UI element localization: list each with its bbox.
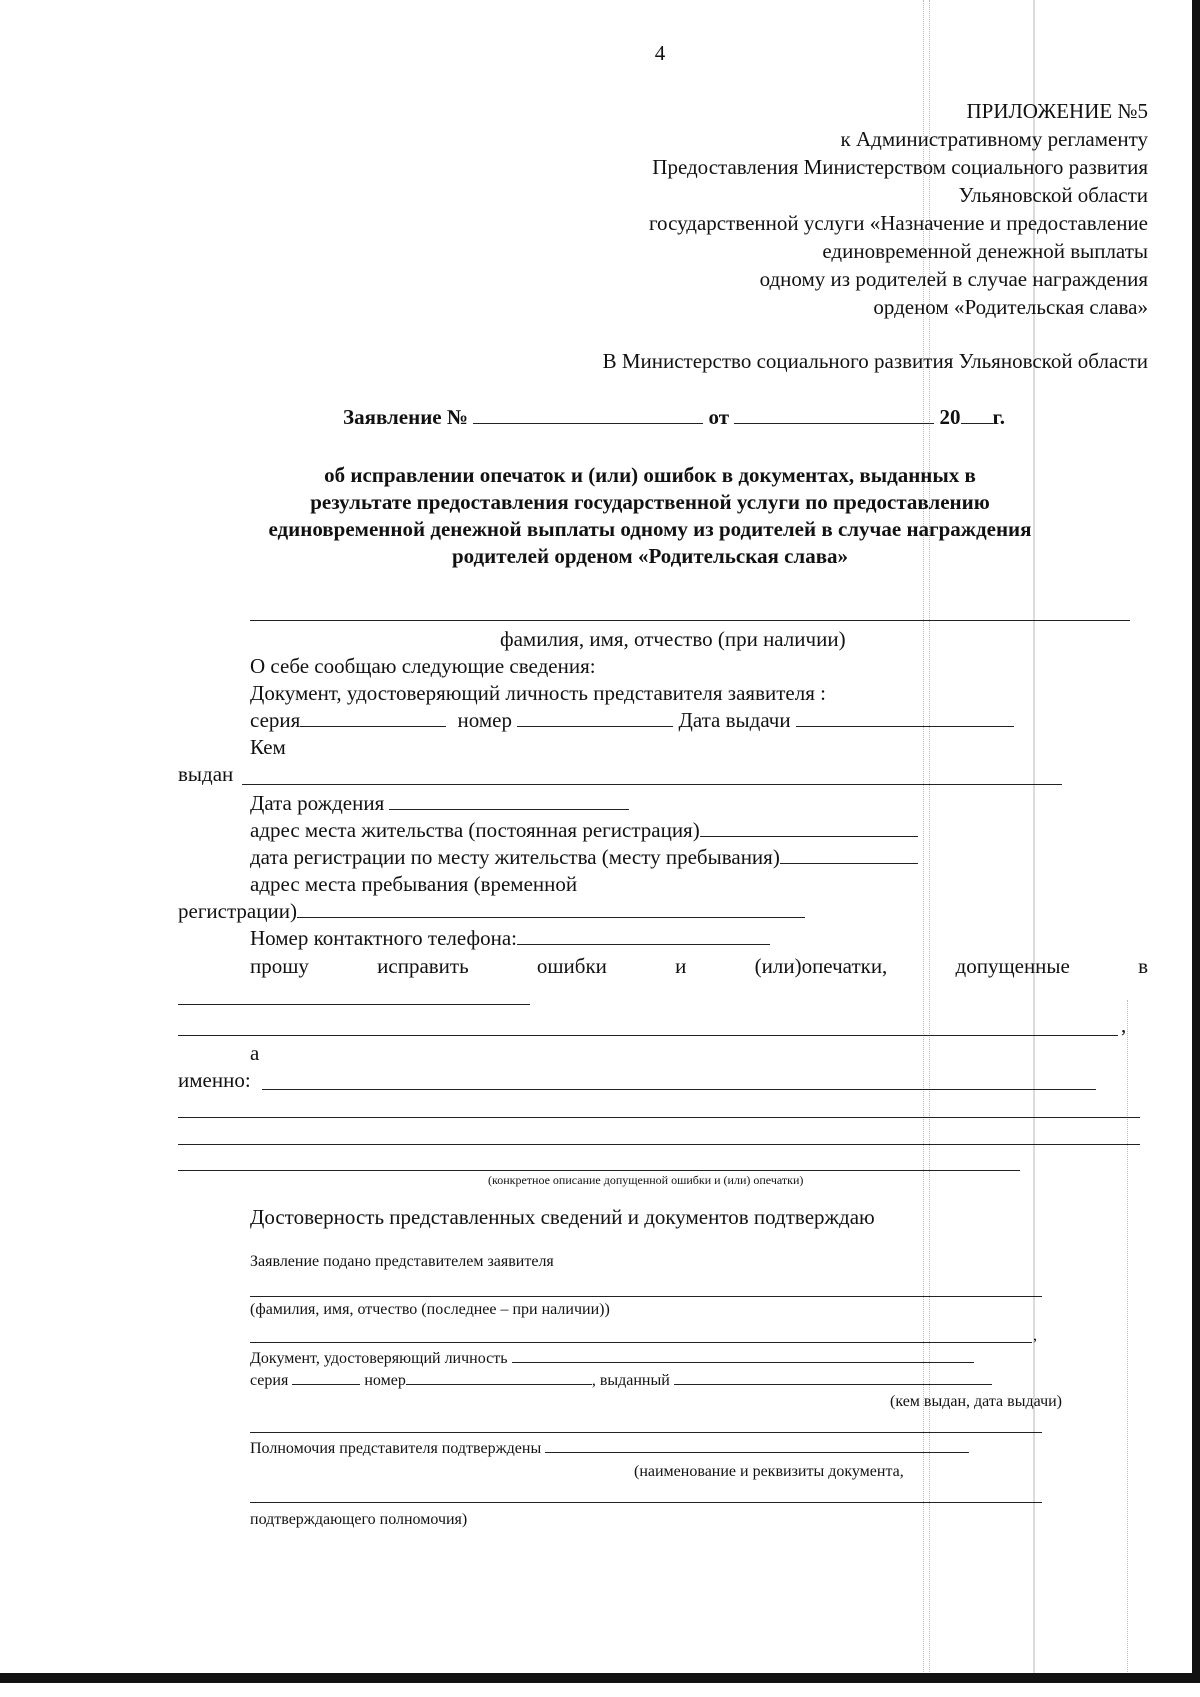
residence-address-label: адрес места жительства (постоянная регистрация) [250,818,700,842]
request-line [250,953,1148,979]
subject-line: результате предоставления государственной услуги по предоставлению [310,490,990,514]
scan-artifact-line [1127,1000,1128,1680]
representative-name-field[interactable] [250,1296,1042,1297]
authority-field-2[interactable] [250,1502,1042,1503]
appendix-line: орденом «Родительская слава» [873,295,1148,319]
application-from: от [708,405,730,429]
request-word: прошу [250,954,309,978]
rep-number-field[interactable] [406,1368,592,1385]
appendix-title: ПРИЛОЖЕНИЕ №5 [966,99,1148,123]
application-year-prefix: 20 [939,405,961,429]
error-description-field-3[interactable] [178,1144,1140,1145]
birth-date-label: Дата рождения [250,791,385,815]
issue-date-field[interactable] [796,707,1014,727]
applicant-name-caption: фамилия, имя, отчество (при наличии) [500,627,846,651]
issued-by-label: Кем [250,735,286,759]
rep-id-row [250,1346,974,1369]
issued-by-label-2: выдан [178,762,234,786]
addressee: В Министерство социального развития Ульяновской области [602,349,1148,373]
error-description-field[interactable] [262,1089,1096,1090]
birth-date-row [250,790,629,816]
residence-row [250,817,918,843]
application-heading [343,404,1005,430]
appendix-line: к Административному регламенту [840,127,1148,151]
namely-label: а [250,1041,260,1065]
page-number: 4 [654,41,666,65]
rep-series-field[interactable] [292,1368,360,1385]
authority-caption: (наименование и реквизиты документа, [634,1463,904,1480]
subject-line: единовременной денежной выплаты одному из родителей в случае награждения [268,517,1032,541]
applicant-intro: О себе сообщаю следующие сведения: [250,654,596,678]
series-label: серия [250,708,301,732]
request-word: в [1138,954,1148,978]
phone-field[interactable] [517,925,770,945]
comma: , [1121,1013,1127,1037]
registration-date-label: дата регистрации по месту жительства (месту пребывания) [250,845,780,869]
application-number-field[interactable] [473,404,703,424]
request-word: (или)опечатки, [754,954,888,978]
birth-date-field[interactable] [389,790,629,810]
rep-series-label: серия [250,1372,289,1389]
stay-address-field[interactable] [297,898,805,918]
confirmation-text: Достоверность представленных сведений и документов подтверждаю [250,1205,875,1229]
id-document-label: Документ, удостоверяющий личность представителя заявителя : [250,681,826,705]
series-field[interactable] [300,707,446,727]
registration-date-field[interactable] [780,844,918,864]
application-prefix: Заявление № [343,405,468,429]
appendix-line: Предоставления Министерством социального развития [652,155,1148,179]
representative-extra-field[interactable] [250,1342,1032,1343]
request-word: и [675,954,687,978]
rep-issued-caption: (кем выдан, дата выдачи) [890,1393,1062,1410]
applicant-name-field[interactable] [250,620,1130,621]
comma: , [1033,1327,1037,1344]
submitted-by-label: Заявление подано представителем заявителя [250,1253,554,1270]
issue-date-label: Дата выдачи [678,708,791,732]
subject-line: об исправлении опечаток и (или) ошибок в документах, выданных в [324,463,976,487]
namely-label-2: именно: [178,1068,251,1092]
rep-issued-field[interactable] [674,1368,992,1385]
subject-line: родителей орденом «Родительская слава» [451,544,849,568]
request-word: исправить [377,954,469,978]
stay-address-label-2: регистрации) [178,899,297,923]
issued-by-field[interactable] [242,784,1062,785]
representative-name-caption: (фамилия, имя, отчество (последнее – при наличии)) [250,1301,610,1318]
rep-issued-label: , выданный [591,1372,670,1389]
error-description-field-4[interactable] [178,1170,1020,1171]
id-series-row [250,707,1014,733]
document-field-2[interactable] [178,1035,1118,1036]
authority-caption-2: подтверждающего полномочия) [250,1511,468,1528]
appendix-line: единовременной денежной выплаты [822,239,1148,263]
rep-id-field[interactable] [512,1346,974,1363]
number-field[interactable] [517,707,673,727]
request-word: ошибки [536,954,607,978]
scan-edge-bottom [0,1673,1200,1683]
authority-field[interactable] [545,1436,969,1453]
rep-number-label: номер [364,1372,406,1389]
document-field[interactable] [178,1004,530,1005]
appendix-line: государственной услуги «Назначение и предоставление [648,211,1148,235]
stay-address-row [178,898,805,924]
rep-issued-field-2[interactable] [250,1432,1042,1433]
registration-date-row [250,844,918,870]
authority-label: Полномочия представителя подтверждены [250,1440,542,1457]
phone-row [250,925,770,951]
number-label: номер [457,708,512,732]
stay-address-label: адрес места пребывания (временной [250,872,578,896]
application-date-field[interactable] [734,404,934,424]
rep-series-row [250,1368,992,1391]
rep-id-label: Документ, удостоверяющий личность [250,1350,508,1367]
application-year-suffix: г. [992,405,1005,429]
error-description-field-2[interactable] [178,1117,1140,1118]
authority-row [250,1436,969,1459]
error-description-caption: (конкретное описание допущенной ошибки и (или) опечатки) [488,1173,804,1187]
scan-edge-right [1192,0,1200,1683]
request-word: допущенные [955,954,1070,978]
residence-address-field[interactable] [700,817,918,837]
application-year-field[interactable] [961,404,993,424]
appendix-line: Ульяновской области [958,183,1148,207]
appendix-line: одному из родителей в случае награждения [759,267,1148,291]
phone-label: Номер контактного телефона: [250,926,517,950]
